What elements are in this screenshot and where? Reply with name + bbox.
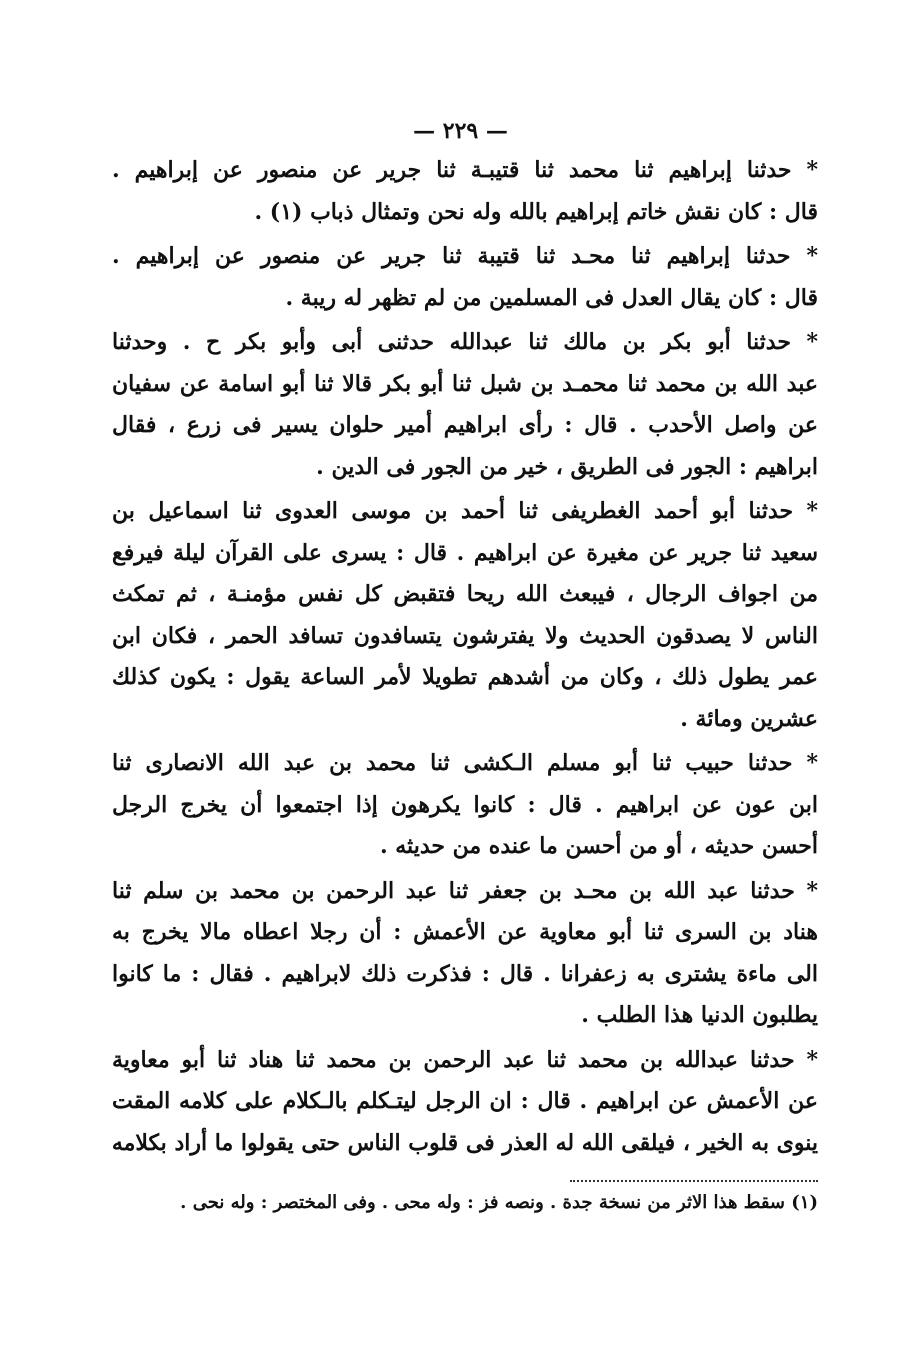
text-line: الى ماءة يشترى به زعفرانا . قال : فذكرت ذلك لابراهيم . فقال : ما كانوا	[112, 960, 818, 987]
text-line: ابراهيم : الجور فى الطريق ، خير من الجور فى الدين .	[316, 453, 818, 480]
footnote-divider	[570, 1180, 818, 1182]
text-line: * حدثنا إبراهيم ثنا محـد ثنا قتيبة ثنا جرير عن منصور عن إبراهيم .	[112, 243, 818, 269]
text-line: ابن عون عن ابراهيم . قال : كانوا يكرهون إذا اجتمعوا أن يخرج الرجل	[112, 791, 818, 818]
text-line: عن واصل الأحدب . قال : رأى ابراهيم أمير حلوان يسير فى زرع ، فقال	[112, 412, 818, 438]
text-line: * حدثنا إبراهيم ثنا محمد ثنا قتيبـة ثنا جرير عن منصور عن إبراهيم .	[112, 157, 818, 183]
text-line: من اجواف الرجال ، فيبعث الله ريحا فتقبض كل نفس مؤمنـة ، ثم تمكث	[112, 581, 818, 607]
text-line: * حدثنا عبدالله بن محمد ثنا عبد الرحمن بن محمد ثنا هناد ثنا أبو معاوية	[112, 1046, 818, 1073]
text-line: الناس لا يصدقون الحديث ولا يفترشون يتسافدون تسافد الحمر ، فكان ابن	[112, 622, 818, 649]
text-line: عشرين ومائة .	[680, 705, 818, 732]
text-line: * حدثنا حبيب ثنا أبو مسلم الـكشى ثنا محمد بن عبد الله الانصارى ثنا	[112, 750, 818, 776]
text-body	[112, 150, 818, 1164]
text-line: عمر يطول ذلك ، وكان من أشدهم تطويلا لأمر الساعة يقول : يكون كذلك	[112, 664, 818, 690]
footnote: (١) سقط هذا الاثر من نسخة جدة . ونصه فز : وله محى . وفى المختصر : وله نحى .	[180, 1192, 818, 1213]
text-line: قال : كان يقال العدل فى المسلمين من لم تظهر له ريبة .	[285, 284, 818, 311]
text-line: هناد بن السرى ثنا أبو معاوية عن الأعمش : أن رجلا اعطاه مالا يخرج به	[112, 919, 818, 945]
text-line: يطلبون الدنيا هذا الطلب .	[581, 1002, 818, 1028]
text-line: ينوى به الخير ، فيلقى الله له العذر فى قلوب الناس حتى يقولوا ما أراد بكلامه	[112, 1129, 818, 1156]
page-number: — ٢٢٩ —	[413, 118, 508, 144]
text-line: سعيد ثنا جرير عن مغيرة عن ابراهيم . قال : يسرى على القرآن ليلة فيرفع	[112, 539, 818, 566]
text-line: عبد الله بن محمد ثنا محمـد بن شبل ثنا أبو بكر قالا ثنا أبو اسامة عن سفيان	[112, 370, 818, 397]
text-line: * حدثنا أبو أحمد الغطريفى ثنا أحمد بن موسى العدوى ثنا اسماعيل بن	[112, 498, 818, 524]
text-line: أحسن حديثه ، أو من أحسن ما عنده من حديثه .	[379, 833, 818, 859]
text-line: عن الأعمش عن ابراهيم . قال : ان الرجل ليتـكلم بالـكلام على كلامه المقت	[112, 1088, 818, 1114]
text-line: * حدثنا أبو بكر بن مالك ثنا عبدالله حدثنى أبى وأبو بكر ح . وحدثنا	[112, 329, 818, 355]
text-line: قال : كان نقش خاتم إبراهيم بالله وله نحن وتمثال ذباب (١) .	[254, 198, 818, 225]
text-line: * حدثنا عبد الله بن محـد بن جعفر ثنا عبد الرحمن بن محمد بن سلم ثنا	[112, 877, 818, 904]
